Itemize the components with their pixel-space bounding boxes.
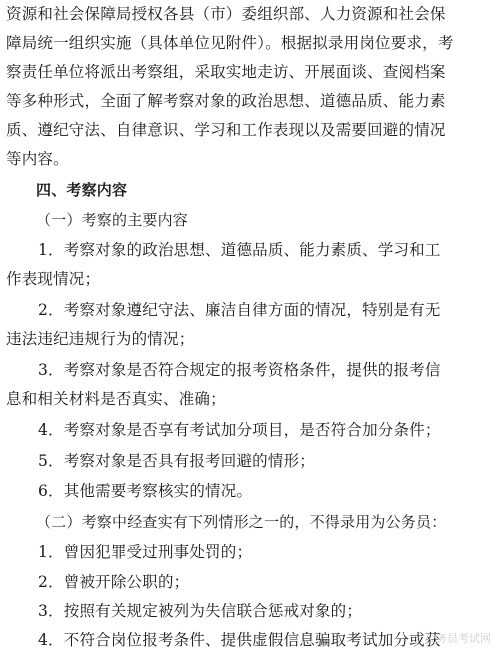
list-item: 4．考察对象是否享有考试加分项目，是否符合加分条件； [38,421,441,439]
list-item: 4．不符合岗位报考条件、提供虚假信息骗取考试加分或获 [38,631,441,649]
paragraph-line: 质、遵纪守法、自律意识、学习和工作表现以及需要回避的情况 [6,121,446,139]
list-item: 6．其他需要考察核实的情况。 [38,482,253,500]
paragraph-line: 等内容。 [6,150,69,168]
list-item: 5．考察对象是否具有报考回避的情形； [38,452,315,470]
subsection-heading: （一）考察的主要内容 [36,211,189,229]
list-item-continuation: 作表现情况； [6,270,101,288]
list-item: 3．按照有关规定被列为失信联合惩戒对象的； [38,602,363,620]
subsection-heading: （二）考察中经查实有下列情形之一的，不得录用为公务员： [36,513,447,531]
paragraph-line: 资源和社会保障局授权各县（市）委组织部、人力资源和社会保 [6,5,446,23]
paragraph-line: 察责任单位将派出考察组，采取实地走访、开展面谈、查阅档案 [6,63,446,81]
list-item-continuation: 息和相关材料是否真实、准确； [6,390,226,408]
watermark: 公务员考试网 [425,632,491,645]
list-item: 3．考察对象是否符合规定的报考资格条件，提供的报考信 [38,361,441,379]
section-heading: 四、考察内容 [36,181,128,199]
list-item: 2．考察对象遵纪守法、廉洁自律方面的情况，特别是有无 [38,301,441,319]
paragraph-line: 障局统一组织实施（具体单位见附件）。根据拟录用岗位要求，考 [6,34,454,52]
list-item: 1．曾因犯罪受过刑事处罚的； [38,543,253,561]
paragraph-line: 等多种形式，全面了解考察对象的政治思想、道德品质、能力素 [6,92,446,110]
list-item: 1．考察对象的政治思想、道德品质、能力素质、学习和工 [38,241,441,259]
list-item-continuation: 违法违纪违规行为的情况； [6,330,195,348]
list-item: 2．曾被开除公职的； [38,573,190,591]
